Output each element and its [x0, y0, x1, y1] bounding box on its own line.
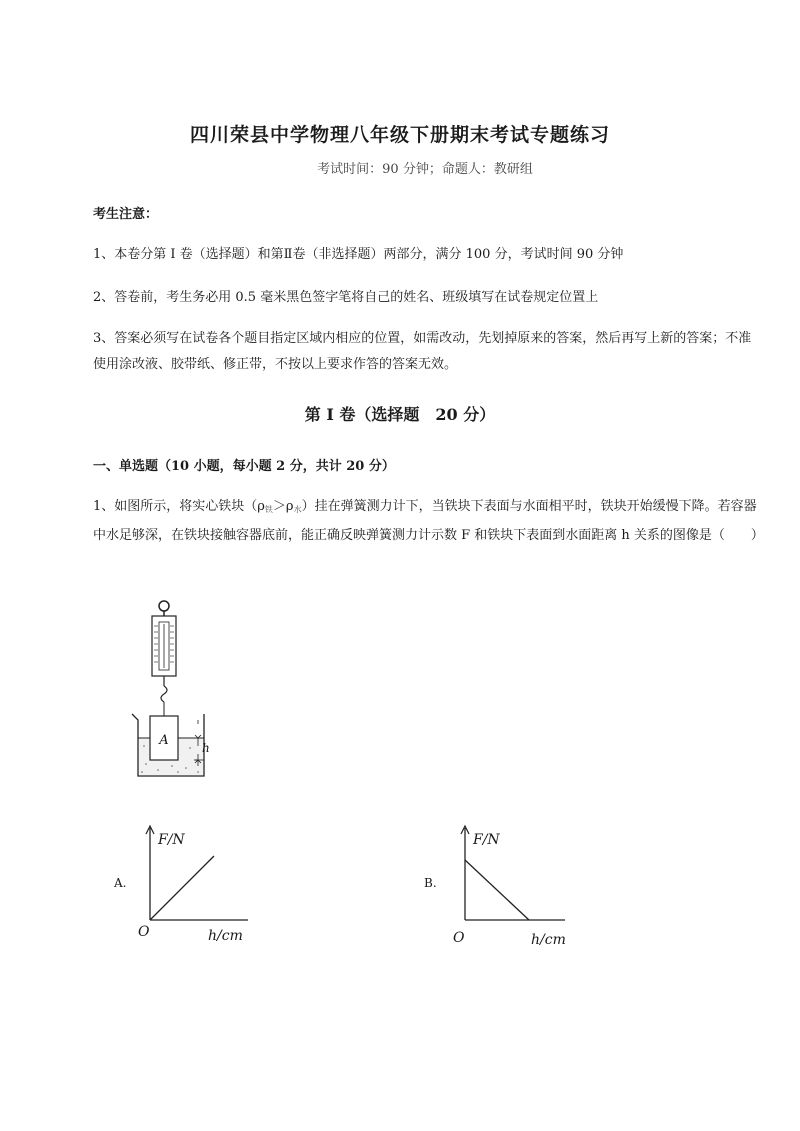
notice-item-1: 1、本卷分第 I 卷（选择题）和第Ⅱ卷（非选择题）两部分，满分 100 分，考试时间 90 分钟 [93, 247, 624, 262]
question-text-part: 1、如图所示，将实心铁块（ρ [93, 499, 265, 514]
question-text-part: ＞ρ [272, 499, 294, 514]
spring-scale-figure [128, 596, 228, 790]
option-b-label[interactable]: B. [424, 876, 437, 890]
block-label: A [159, 733, 169, 748]
option-a-graph[interactable] [136, 818, 256, 952]
section-title: 第 I 卷（选择题 20 分） [304, 405, 496, 424]
notice-heading: 考生注意： [93, 207, 159, 222]
x-axis-label: h/cm [531, 932, 566, 948]
notice-item-3: 3、答案必须写在试卷各个题目指定区域内相应的位置，如需改动，先划掉原来的答案，然后再写上新的答案；不准使用涂改液、胶带纸、修正带，不按以上要求作答的答案无效。 [93, 331, 752, 372]
notice-item-2: 2、答卷前，考生务必用 0.5 毫米黑色签字笔将自己的姓名、班级填写在试卷规定位置上 [93, 290, 599, 305]
option-b-graph[interactable] [447, 818, 587, 952]
subscript-water: 水 [293, 505, 302, 514]
option-a-label[interactable]: A. [114, 876, 127, 890]
y-axis-label: F/N [158, 832, 185, 848]
height-label: h [202, 741, 210, 755]
graph-line-increasing [150, 856, 214, 920]
origin-label: O [138, 924, 150, 940]
x-axis-label: h/cm [208, 928, 243, 944]
question-type-heading: 一、单选题（10 小题，每小题 2 分，共计 20 分） [93, 459, 395, 474]
y-axis-label: F/N [473, 832, 500, 848]
graph-line-decreasing [465, 860, 529, 920]
page-title: 四川荣县中学物理八年级下册期末考试专题练习 [189, 124, 610, 146]
subscript-iron: 铁 [264, 505, 273, 514]
origin-label: O [453, 930, 465, 946]
question-text-part: ）挂在弹簧测力计下，当铁块下表面与水面相平时，铁块开始缓慢下降。若容器中水足够深，在铁块接触容器底前，能正确反映弹簧测力计示数 F 和铁块下表面到水面距离 h 关系的图像是（ ） [93, 499, 764, 543]
exam-info: 考试时间：90 分钟；命题人：教研组 [317, 162, 533, 177]
question-1-text [93, 494, 764, 549]
